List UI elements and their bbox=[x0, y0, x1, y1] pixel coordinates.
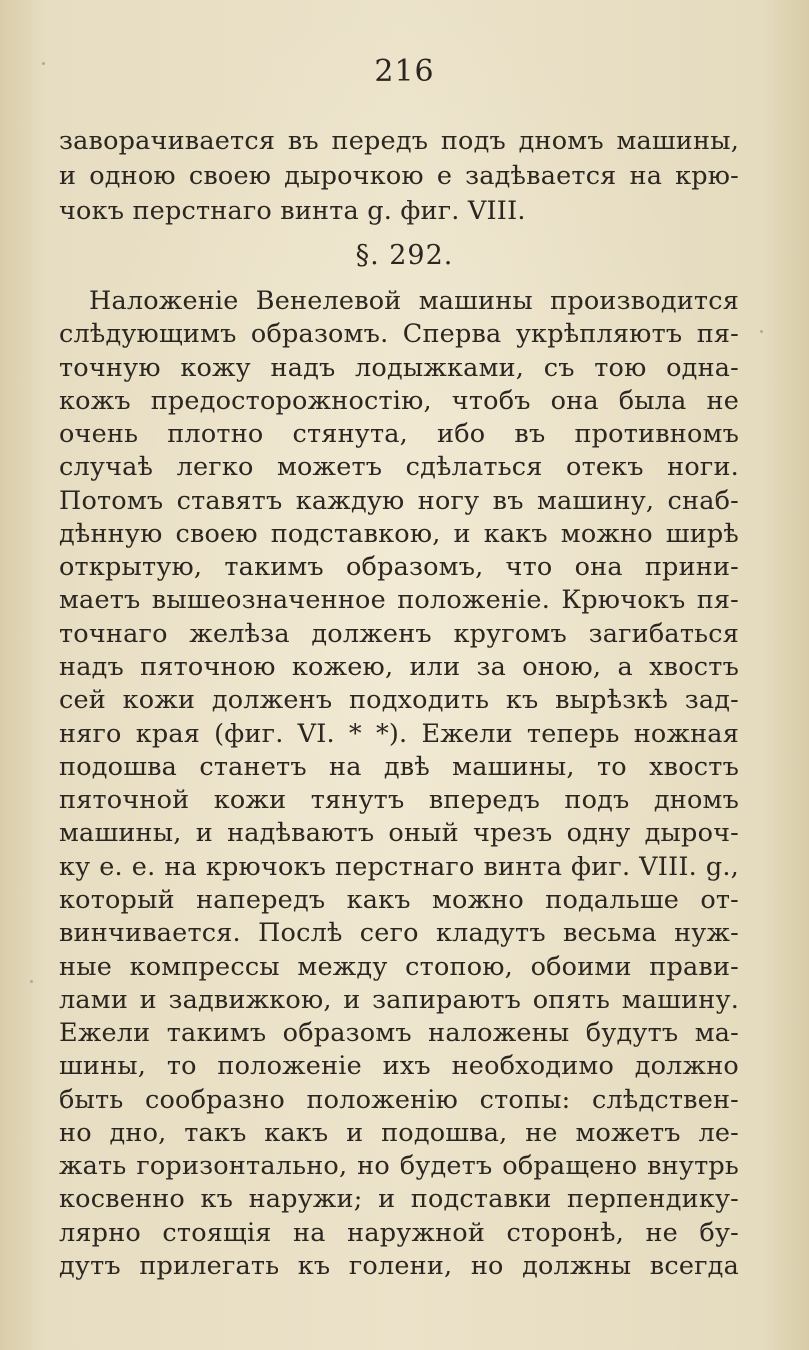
text-line: очень плотно стянута, ибо въ противномъ bbox=[59, 419, 739, 449]
text-line: няго края (фиг. VI. * *). Ежели теперь ножная bbox=[59, 719, 739, 749]
text-line: заворачивается въ передъ подъ дномъ машины, bbox=[59, 126, 739, 156]
text-line: винчивается. Послѣ сего кладутъ весьма нуж- bbox=[59, 918, 739, 948]
text-line: жать горизонтально, но будетъ обращено внутрь bbox=[59, 1151, 739, 1181]
section-heading: §. 292. bbox=[355, 240, 454, 271]
text-line: подошва станетъ на двѣ машины, то хвостъ bbox=[59, 752, 739, 782]
text-line: дутъ прилегать къ голени, но должны всегда bbox=[59, 1251, 739, 1281]
text-line: сей кожи долженъ подходить къ вырѣзкѣ зад- bbox=[59, 685, 739, 715]
text-line: Потомъ ставятъ каждую ногу въ машину, снаб- bbox=[59, 486, 739, 516]
text-line: точную кожу надъ лодыжками, съ тою одна- bbox=[59, 353, 739, 383]
text-line: но дно, такъ какъ и подошва, не можетъ ле- bbox=[59, 1118, 739, 1148]
paper-speck bbox=[760, 330, 763, 333]
text-line: Ежели такимъ образомъ наложены будутъ ма- bbox=[59, 1018, 739, 1048]
text-line: пяточной кожи тянутъ впередъ подъ дномъ bbox=[59, 785, 739, 815]
text-line: случаѣ легко можетъ сдѣлаться отекъ ноги. bbox=[59, 452, 739, 482]
text-line: ные компрессы между стопою, обоими прави- bbox=[59, 952, 739, 982]
paper-speck bbox=[30, 980, 33, 983]
text-line: шины, то положеніе ихъ необходимо должно bbox=[59, 1051, 739, 1081]
paper-speck bbox=[42, 62, 45, 65]
text-line: дѣнную своею подставкою, и какъ можно ширѣ bbox=[59, 519, 739, 549]
text-line: кожъ предосторожностію, чтобъ она была не bbox=[59, 386, 739, 416]
text-line: точнаго желѣза долженъ кругомъ загибаться bbox=[59, 619, 739, 649]
text-line: Наложеніе Венелевой машины производится bbox=[89, 286, 739, 316]
page-number: 216 bbox=[374, 54, 435, 89]
text-line: и одною своею дырочкою е задѣвается на крю- bbox=[59, 161, 739, 191]
text-line: косвенно къ наружи; и подставки перпендику- bbox=[59, 1184, 739, 1214]
text-line: маетъ вышеозначенное положеніе. Крючокъ пя- bbox=[59, 585, 739, 615]
text-line: быть сообразно положенію стопы: слѣдствен- bbox=[59, 1085, 739, 1115]
text-line: машины, и надѣваютъ оный чрезъ одну дыроч- bbox=[59, 818, 739, 848]
text-line: который напередъ какъ можно подальше от- bbox=[59, 885, 739, 915]
text-line: надъ пяточною кожею, или за оною, а хвостъ bbox=[59, 652, 739, 682]
text-line: ку е. е. на крючокъ перстнаго винта фиг. VIII. g., bbox=[59, 852, 739, 882]
text-line: слѣдующимъ образомъ. Сперва укрѣпляютъ пя- bbox=[59, 319, 739, 349]
text-line: лярно стоящія на наружной сторонѣ, не бу- bbox=[59, 1218, 739, 1248]
text-line: чокъ перстнаго винта g. фиг. VIII. bbox=[59, 196, 526, 226]
text-line: лами и задвижкою, и запираютъ опять машину. bbox=[59, 985, 739, 1015]
text-line: открытую, такимъ образомъ, что она прини- bbox=[59, 552, 739, 582]
